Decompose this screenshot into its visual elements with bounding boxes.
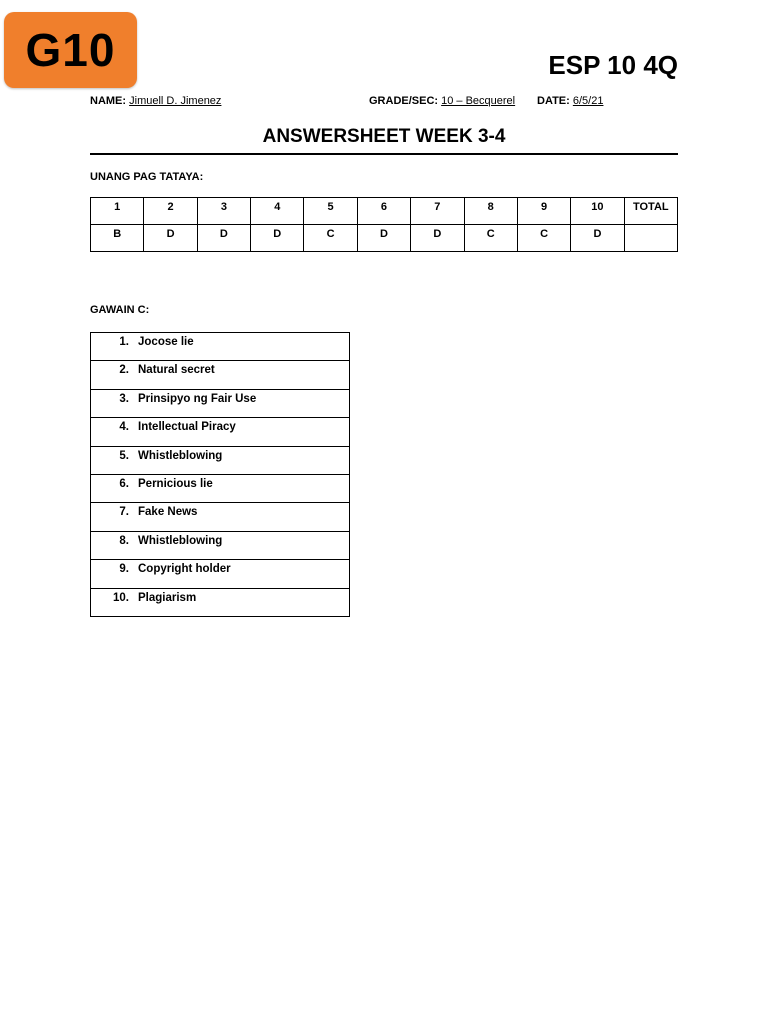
gawain-row [91, 474, 350, 502]
date-value: 6/5/21 [572, 95, 604, 107]
gawain-cell [91, 560, 350, 588]
student-info [90, 95, 678, 111]
answer-cell: B [91, 225, 144, 252]
gawain-c-heading: GAWAIN C: [90, 304, 150, 316]
gawain-row [91, 389, 350, 417]
answer-header-row [91, 198, 678, 225]
title-divider [90, 153, 678, 155]
gawain-cell [91, 503, 350, 531]
gawain-row [91, 418, 350, 446]
gawain-row [91, 333, 350, 361]
gawain-number: 4. [119, 421, 129, 434]
answer-header-cell: 2 [144, 198, 197, 225]
answer-cell: C [517, 225, 570, 252]
gawain-row [91, 560, 350, 588]
gawain-cell [91, 446, 350, 474]
subject-title: ESP 10 4Q [548, 50, 678, 80]
gawain-number: 5. [119, 449, 129, 462]
name-field [90, 95, 221, 107]
gawain-answer: Whistleblowing [138, 534, 223, 547]
gawain-row [91, 446, 350, 474]
answer-header-cell: 6 [357, 198, 410, 225]
answer-header-total: TOTAL [624, 198, 677, 225]
unang-pag-tataya-heading: UNANG PAG TATAYA: [90, 171, 204, 183]
answer-header-cell: 7 [411, 198, 464, 225]
gawain-answer: Fake News [138, 506, 198, 519]
grade-label: GRADE/SEC: [369, 95, 439, 107]
answer-header-cell: 1 [91, 198, 144, 225]
gawain-number: 2. [119, 364, 129, 377]
gawain-answer: Whistleblowing [138, 449, 223, 462]
gawain-cell [91, 531, 350, 559]
gawain-number: 10. [113, 591, 129, 604]
grade-badge [4, 12, 137, 88]
gawain-answer: Natural secret [138, 364, 215, 377]
grade-field [369, 95, 515, 107]
gawain-number: 9. [119, 563, 129, 576]
gawain-cell [91, 474, 350, 502]
gawain-answer: Jocose lie [138, 336, 194, 348]
gawain-answer: Pernicious lie [138, 477, 213, 490]
answer-cell: D [411, 225, 464, 252]
answer-cell: D [144, 225, 197, 252]
gawain-row [91, 361, 350, 389]
grade-badge-label: G10 [25, 24, 116, 76]
gawain-answer: Copyright holder [138, 563, 231, 576]
answer-cell: D [571, 225, 624, 252]
gawain-answer: Prinsipyo ng Fair Use [138, 392, 257, 405]
name-value: Jimuell D. Jimenez [129, 95, 222, 107]
answer-header-cell: 4 [251, 198, 304, 225]
gawain-row [91, 503, 350, 531]
answer-cell: D [357, 225, 410, 252]
page-title: ANSWERSHEET WEEK 3-4 [262, 126, 506, 147]
answer-row [91, 225, 678, 252]
gawain-number: 7. [119, 506, 129, 519]
answer-table [90, 197, 678, 252]
gawain-number: 8. [119, 534, 129, 547]
answer-cell: D [197, 225, 250, 252]
answer-header-cell: 3 [197, 198, 250, 225]
gawain-answer: Intellectual Piracy [138, 421, 236, 434]
gawain-cell [91, 361, 350, 389]
answer-header-cell: 10 [571, 198, 624, 225]
gawain-row [91, 531, 350, 559]
name-label: NAME: [90, 95, 127, 107]
answer-header-cell: 8 [464, 198, 517, 225]
gawain-cell [91, 333, 350, 361]
gawain-number: 1. [119, 336, 129, 348]
answer-cell: D [251, 225, 304, 252]
gawain-cell [91, 389, 350, 417]
gawain-answer: Plagiarism [138, 591, 197, 604]
answer-cell: C [464, 225, 517, 252]
grade-value: 10 – Becquerel [441, 95, 516, 107]
gawain-cell [91, 418, 350, 446]
gawain-row [91, 588, 350, 616]
gawain-c-table [90, 332, 350, 617]
gawain-number: 6. [119, 477, 129, 490]
answer-header-cell: 5 [304, 198, 357, 225]
gawain-number: 3. [119, 392, 129, 405]
answer-cell: C [304, 225, 357, 252]
date-field [537, 95, 603, 107]
answer-total-cell [624, 225, 677, 252]
answer-header-cell: 9 [517, 198, 570, 225]
gawain-cell [91, 588, 350, 616]
date-label: DATE: [537, 95, 570, 107]
